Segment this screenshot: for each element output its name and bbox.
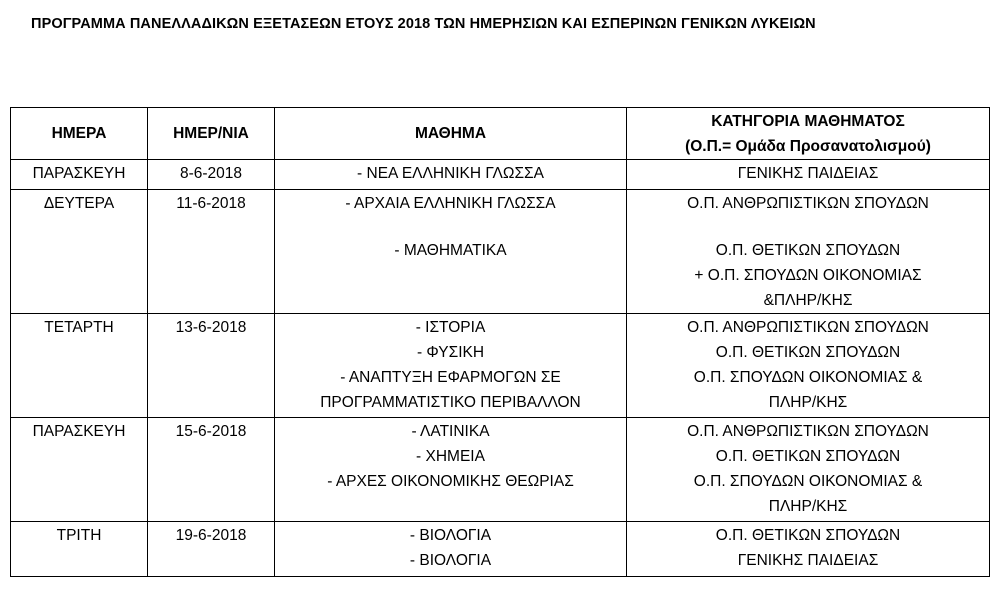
day-cell: ΔΕΥΤΕΡΑ	[11, 190, 148, 314]
header-category-note: (Ο.Π.= Ομάδα Προσανατολισμού)	[685, 137, 931, 155]
day-cell: ΠΑΡΑΣΚΕΥΗ	[11, 418, 148, 522]
subject-cell	[275, 190, 627, 314]
header-date: ΗΜΕΡ/ΝΙΑ	[148, 108, 275, 160]
category-line: Ο.Π. ΘΕΤΙΚΩΝ ΣΠΟΥΔΩΝ	[715, 344, 901, 361]
category-cell	[627, 522, 990, 577]
document-title: ΠΡΟΓΡΑΜΜΑ ΠΑΝΕΛΛΑΔΙΚΩΝ ΕΞΕΤΑΣΕΩΝ ΕΤΟΥΣ 2018 ΤΩΝ ΗΜΕΡΗΣΙΩΝ ΚΑΙ ΕΣΠΕΡΙΝΩΝ ΓΕΝΙΚΩΝ ΛΥΚΕΙΩΝ	[31, 16, 816, 32]
category-line: Ο.Π. ΣΠΟΥΔΩΝ ΟΙΚΟΝΟΜΙΑΣ &	[693, 369, 923, 386]
subject-line: - ΝΕΑ ΕΛΛΗΝΙΚΗ ΓΛΩΣΣΑ	[357, 165, 544, 182]
subject-cell	[275, 522, 627, 577]
subject-line: - ΦΥΣΙΚΗ	[416, 344, 485, 361]
category-line: Ο.Π. ΘΕΤΙΚΩΝ ΣΠΟΥΔΩΝ	[715, 448, 901, 465]
category-line: ΓΕΝΙΚΗΣ ΠΑΙΔΕΙΑΣ	[737, 165, 879, 182]
category-line: ΠΛΗΡ/ΚΗΣ	[768, 498, 848, 515]
category-line: ΠΛΗΡ/ΚΗΣ	[768, 394, 848, 411]
header-day: ΗΜΕΡΑ	[11, 108, 148, 160]
day-cell: ΤΡΙΤΗ	[11, 522, 148, 577]
subject-cell	[275, 314, 627, 418]
subject-line: - ΛΑΤΙΝΙΚΑ	[411, 423, 490, 440]
subject-line: - ΑΝΑΠΤΥΞΗ ΕΦΑΡΜΟΓΩΝ ΣΕ	[340, 369, 561, 386]
category-line: &ΠΛΗΡ/ΚΗΣ	[763, 292, 853, 309]
category-line: Ο.Π. ΑΝΘΡΩΠΙΣΤΙΚΩΝ ΣΠΟΥΔΩΝ	[687, 195, 929, 212]
table-row	[11, 190, 990, 314]
subject-line: - ΑΡΧΕΣ ΟΙΚΟΝΟΜΙΚΗΣ ΘΕΩΡΙΑΣ	[327, 473, 574, 490]
table-row	[11, 418, 990, 522]
day-cell: ΤΕΤΑΡΤΗ	[11, 314, 148, 418]
category-line: Ο.Π. ΑΝΘΡΩΠΙΣΤΙΚΩΝ ΣΠΟΥΔΩΝ	[687, 423, 929, 440]
subject-line: - ΜΑΘΗΜΑΤΙΚΑ	[394, 242, 507, 259]
subject-line: - ΧΗΜΕΙΑ	[416, 448, 485, 465]
table-row	[11, 314, 990, 418]
header-category-title: ΚΑΤΗΓΟΡΙΑ ΜΑΘΗΜΑΤΟΣ	[711, 112, 905, 130]
category-cell	[627, 160, 990, 190]
category-cell	[627, 314, 990, 418]
subject-cell	[275, 418, 627, 522]
header-subject: ΜΑΘΗΜΑ	[275, 108, 627, 160]
subject-cell	[275, 160, 627, 190]
header-category	[627, 108, 990, 160]
date-cell: 8-6-2018	[148, 160, 275, 190]
category-line: ΓΕΝΙΚΗΣ ΠΑΙΔΕΙΑΣ	[737, 552, 879, 569]
subject-line: - ΒΙΟΛΟΓΙΑ	[409, 527, 492, 544]
header-row	[11, 108, 990, 160]
subject-line: - ΒΙΟΛΟΓΙΑ	[409, 552, 492, 569]
category-cell	[627, 190, 990, 314]
table-row	[11, 160, 990, 190]
category-line: Ο.Π. ΣΠΟΥΔΩΝ ΟΙΚΟΝΟΜΙΑΣ &	[693, 473, 923, 490]
date-cell: 19-6-2018	[148, 522, 275, 577]
date-cell: 15-6-2018	[148, 418, 275, 522]
category-line: Ο.Π. ΘΕΤΙΚΩΝ ΣΠΟΥΔΩΝ	[715, 242, 901, 259]
subject-line: - ΑΡΧΑΙΑ ΕΛΛΗΝΙΚΗ ΓΛΩΣΣΑ	[345, 195, 556, 212]
day-cell: ΠΑΡΑΣΚΕΥΗ	[11, 160, 148, 190]
subject-line: ΠΡΟΓΡΑΜΜΑΤΙΣΤΙΚΟ ΠΕΡΙΒΑΛΛΟΝ	[320, 394, 581, 411]
category-cell	[627, 418, 990, 522]
category-line: + Ο.Π. ΣΠΟΥΔΩΝ ΟΙΚΟΝΟΜΙΑΣ	[694, 267, 922, 284]
table-row	[11, 522, 990, 577]
date-cell: 13-6-2018	[148, 314, 275, 418]
category-line: Ο.Π. ΘΕΤΙΚΩΝ ΣΠΟΥΔΩΝ	[715, 527, 901, 544]
date-cell: 11-6-2018	[148, 190, 275, 314]
category-line: Ο.Π. ΑΝΘΡΩΠΙΣΤΙΚΩΝ ΣΠΟΥΔΩΝ	[687, 319, 929, 336]
exam-schedule-table	[10, 107, 990, 577]
subject-line: - ΙΣΤΟΡΙΑ	[415, 319, 486, 336]
